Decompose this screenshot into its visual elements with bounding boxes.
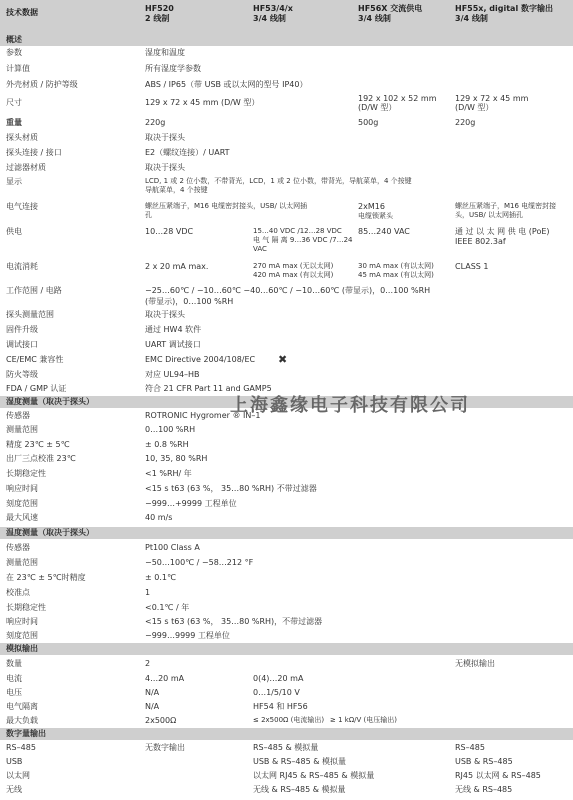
row-value: 电缆锁紧头: [358, 212, 393, 220]
header-col-hf56: HF56X 交流供电 3/4 线制: [358, 4, 423, 23]
row-value: USB & RS–485 & 模拟量: [253, 757, 346, 766]
row-value: 所有湿度学参数: [145, 64, 201, 73]
row-value: 2x500Ω: [145, 716, 177, 725]
table-row: [0, 200, 573, 222]
row-label: 电气连接: [6, 202, 38, 211]
row-value: −999…+9999 工程单位: [145, 499, 237, 508]
row-label: 重量: [6, 118, 22, 127]
row-value: 2: [145, 659, 151, 668]
row-label: 供电: [6, 227, 22, 236]
row-label: 显示: [6, 177, 22, 186]
row-value: CLASS 1: [455, 262, 489, 271]
row-value: EMC Directive 2004/108/EC: [145, 355, 256, 364]
row-value: 取决于探头: [145, 310, 185, 319]
row-value: ≥ 1 kΩ/V (电压输出): [330, 716, 398, 724]
row-label: 电流: [6, 674, 22, 683]
row-label: 最大负载: [6, 716, 38, 725]
row-label: 数量: [6, 659, 22, 668]
row-value: 220g: [455, 118, 476, 127]
table-row: [0, 175, 573, 197]
row-value: 85…240 VAC: [358, 227, 410, 236]
row-label: 固件升级: [6, 325, 38, 334]
row-label: 工作范围 / 电路: [6, 286, 62, 295]
row-value: 取决于探头: [145, 163, 185, 172]
row-value: 导航菜单，4 个按键: [145, 186, 208, 194]
row-label: 校准点: [6, 588, 30, 597]
row-value: −999…9999 工程单位: [145, 631, 230, 640]
row-value: N/A: [145, 688, 160, 697]
row-label: 长期稳定性: [6, 603, 46, 612]
row-value: RS–485 & 模拟量: [253, 743, 319, 752]
table-row: [0, 225, 573, 257]
row-value: ABS / IP65（带 USB 或以太网的型号 IP40）: [145, 80, 308, 89]
row-value: 无线 & RS–485: [455, 785, 513, 794]
row-value: 1: [145, 588, 151, 597]
row-value: 220g: [145, 118, 166, 127]
row-label: 电流消耗: [6, 262, 38, 271]
section-humidity: 湿度测量（取决于探头）: [0, 396, 573, 408]
row-value: 30 mA max (有以太网): [358, 262, 434, 270]
row-label: 精度 23℃ ± 5℃: [6, 440, 70, 449]
row-label: FDA / GMP 认证: [6, 384, 67, 393]
row-value: E2（螺纹连接）/ UART: [145, 148, 230, 157]
header-col-hf55: HF55x, digital 数字输出 3/4 线制: [455, 4, 553, 23]
header-col-hf53: HF53/4/x 3/4 线制: [253, 4, 293, 23]
row-value: <15 s t63 (63 %， 35…80 %RH)，不带过滤器: [145, 617, 323, 626]
section-temperature: 温度测量（取决于探头）: [0, 527, 573, 539]
row-label: 出厂三点校准 23℃: [6, 454, 76, 463]
row-value: 500g: [358, 118, 379, 127]
table-header: [0, 0, 573, 34]
row-label: 参数: [6, 48, 22, 57]
row-value: <1 %RH/ 年: [145, 469, 192, 478]
header-col-hf520: HF520 2 线制: [145, 4, 174, 23]
row-value: 以太网 RJ45 & RS–485 & 模拟量: [253, 771, 375, 780]
row-value: 头，USB/ 以太网插孔: [455, 211, 523, 219]
row-value: −50…100℃ / −58…212 °F: [145, 558, 254, 567]
row-label: 防火等级: [6, 370, 38, 379]
row-label: 在 23℃ ± 5℃时精度: [6, 573, 86, 582]
row-label: 电压: [6, 688, 22, 697]
row-label: 响应时间: [6, 617, 38, 626]
row-label: 计算值: [6, 64, 30, 73]
row-label: 以太网: [6, 771, 30, 780]
table-row: [0, 260, 573, 282]
row-label: 探头测量范围: [6, 310, 54, 319]
row-value: USB & RS–485: [455, 757, 513, 766]
row-value: 15…40 VDC /12…28 VDC: [253, 227, 342, 235]
row-label: 刻度范围: [6, 499, 38, 508]
row-value: ± 0.1℃: [145, 573, 176, 582]
row-value: ≤ 2x500Ω (电流输出): [253, 716, 325, 724]
row-value: N/A: [145, 702, 160, 711]
row-value: 通 过 以 太 网 供 电 (PoE): [455, 227, 550, 236]
row-value: <15 s t63 (63 %， 35…80 %RH) 不带过滤器: [145, 484, 317, 493]
row-value: 无线 & RS–485 & 模拟量: [253, 785, 346, 794]
row-label: 传感器: [6, 411, 30, 420]
row-value: ROTRONIC Hygromer ® IN–1: [145, 411, 261, 420]
row-label: CE/EMC 兼容性: [6, 355, 64, 364]
row-value: 129 x 72 x 45 mm (D/W 型）: [145, 98, 260, 107]
row-value: 螺丝压紧端子，M16 电缆密封接头，USB/ 以太网插: [145, 202, 308, 210]
section-overview: 概述: [0, 34, 573, 46]
row-value: LCD, 1 或 2 位小数，不带背光，LCD，1 或 2 位小数，带背光，导航菜单，4 个按键: [145, 177, 412, 185]
row-value: 对应 UL94–HB: [145, 370, 200, 379]
row-label: 测量范围: [6, 558, 38, 567]
row-value: (带显示)，0…100 %RH: [145, 297, 234, 306]
row-value: 0(4)…20 mA: [253, 674, 304, 683]
row-label: 探头材质: [6, 133, 38, 142]
row-label: RS–485: [6, 743, 36, 752]
row-label: 响应时间: [6, 484, 38, 493]
row-value: 电 气 隔 离 9…36 VDC /7…24: [253, 236, 353, 244]
row-value: 0…1/5/10 V: [253, 688, 300, 697]
row-label: USB: [6, 757, 23, 766]
row-value: RJ45 以太网 & RS–485: [455, 771, 541, 780]
row-label: 传感器: [6, 543, 30, 552]
row-value: −25…60℃ / −10…60℃ −40…60℃ / −10…60℃ (带显示)，0…100 %RH: [145, 286, 431, 295]
table-row: [0, 92, 573, 116]
row-value: 2 x 20 mA max.: [145, 262, 209, 271]
row-value: (D/W 型）: [455, 103, 494, 112]
cross-icon: ✖: [278, 353, 288, 366]
row-value: 取决于探头: [145, 133, 185, 142]
row-value: 270 mA max (无以太网): [253, 262, 334, 270]
row-label: 外壳材质 / 防护等级: [6, 80, 78, 89]
row-value: 10…28 VDC: [145, 227, 194, 236]
header-tech-data: 技术数据: [6, 8, 38, 17]
row-value: 螺丝压紧端子，M16 电缆密封接: [455, 202, 557, 210]
table-row: [0, 284, 573, 306]
row-value: 湿度和温度: [145, 48, 185, 57]
row-value: 420 mA max (有以太网): [253, 271, 334, 279]
row-label: 无线: [6, 785, 22, 794]
row-label: 电气隔离: [6, 702, 38, 711]
row-label: 探头连接 / 接口: [6, 148, 62, 157]
row-value: 2xM16: [358, 202, 385, 211]
row-value: VAC: [253, 245, 267, 253]
row-label: 测量范围: [6, 425, 38, 434]
section-analog-output: 模拟输出: [0, 643, 573, 655]
row-value: 10, 35, 80 %RH: [145, 454, 208, 463]
row-value: 40 m/s: [145, 513, 173, 522]
row-value: UART 调试接口: [145, 340, 201, 349]
row-value: Pt100 Class A: [145, 543, 200, 552]
row-value: 孔: [145, 211, 152, 219]
row-value: 无数字输出: [145, 743, 185, 752]
row-label: 刻度范围: [6, 631, 38, 640]
row-value: <0.1℃ / 年: [145, 603, 190, 612]
row-label: 最大风速: [6, 513, 38, 522]
row-label: 调试接口: [6, 340, 38, 349]
watermark: 上海鑫缘电子科技有限公司: [230, 395, 470, 416]
row-value: 192 x 102 x 52 mm: [358, 94, 437, 103]
row-value: 通过 HW4 软件: [145, 325, 202, 334]
row-value: 无模拟输出: [455, 659, 495, 668]
row-value: 129 x 72 x 45 mm: [455, 94, 529, 103]
row-label: 长期稳定性: [6, 469, 46, 478]
row-value: (D/W 型）: [358, 103, 397, 112]
row-value: HF54 和 HF56: [253, 702, 308, 711]
row-value: 0…100 %RH: [145, 425, 196, 434]
section-digital-output: 数字量输出: [0, 728, 573, 740]
row-value: 符合 21 CFR Part 11 and GAMP5: [145, 384, 272, 393]
row-label: 过滤器材质: [6, 163, 46, 172]
row-value: IEEE 802.3af: [455, 237, 506, 246]
row-value: 4…20 mA: [145, 674, 185, 683]
row-value: RS–485: [455, 743, 485, 752]
row-value: ± 0.8 %RH: [145, 440, 189, 449]
row-value: 45 mA max (有以太网): [358, 271, 434, 279]
row-label: 尺寸: [6, 98, 22, 107]
